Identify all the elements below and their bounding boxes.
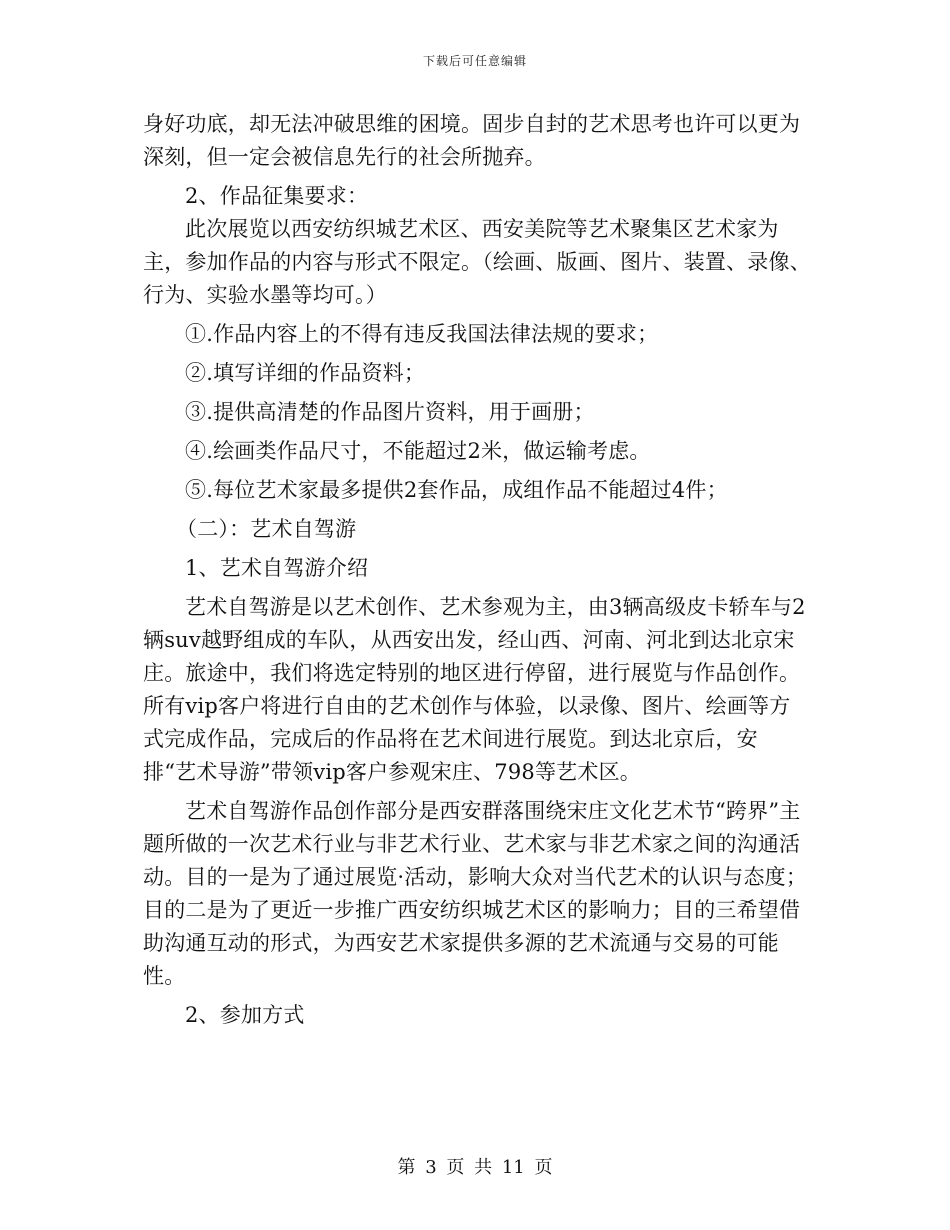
page-number-footer: 第 3 页 共 11 页 (397, 1157, 553, 1178)
requirement-item-5: ⑤.每位艺术家最多提供2套作品，成组作品不能超过4件； (185, 478, 728, 502)
document-body (143, 108, 811, 1032)
requirement-item-4: ④.绘画类作品尺寸，不能超过2米，做运输考虑。 (185, 439, 651, 463)
heading-road-trip-intro: 1、艺术自驾游介绍 (185, 556, 369, 580)
heading-participation: 2、参加方式 (185, 1003, 305, 1027)
paragraph-continuation: 身好功底，却无法冲破思维的困境。固步自封的艺术思考也许可以更为深刻，但一定会被信息先行的社会所抛弃。 (143, 112, 801, 169)
requirement-item-1: ①.作品内容上的不得有违反我国法律法规的要求； (185, 322, 659, 346)
requirement-item-2: ②.填写详细的作品资料； (185, 361, 426, 385)
paragraph-exhibition-scope: 此次展览以西安纺织城艺术区、西安美院等艺术聚集区艺术家为主，参加作品的内容与形式不限定。（绘画、版画、图片、装置、录像、行为、实验水墨等均可。） (143, 217, 811, 307)
page-header: 下载后可任意编辑 (422, 54, 527, 68)
paragraph-road-trip-purpose: 艺术自驾游作品创作部分是西安群落围绕宋庄文化艺术节“跨界”主题所做的一次艺术行业与非艺术行业、艺术家与非艺术家之间的沟通活动。目的一是为了通过展览·活动，影响大众对当代艺术的认识与态度；目的二是为了更近一步推广西安纺织城艺术区的影响力；目的三希望借助沟通互动的形式，为西安艺术家提供多源的艺术流通与交易的可能性。 (143, 799, 808, 988)
heading-section-2: （二）：艺术自驾游 (176, 517, 357, 541)
heading-submission-requirements: 2、作品征集要求： (185, 184, 369, 208)
paragraph-road-trip-description: 艺术自驾游是以艺术创作、艺术参观为主，由3辆高级皮卡轿车与2辆suv越野组成的车队，从西安出发，经山西、河南、河北到达北京宋庄。旅途中，我们将选定特别的地区进行停留，进行展览与作品创作。所有vip客户将进行自由的艺术创作与体验，以录像、图片、绘画等方式完成作品，完成后的作品将在艺术间进行展览。到达北京后，安排“艺术导游”带领vip客户参观宋庄、798等艺术区。 (143, 595, 806, 784)
requirement-item-3: ③.提供高清楚的作品图片资料，用于画册； (185, 400, 595, 424)
